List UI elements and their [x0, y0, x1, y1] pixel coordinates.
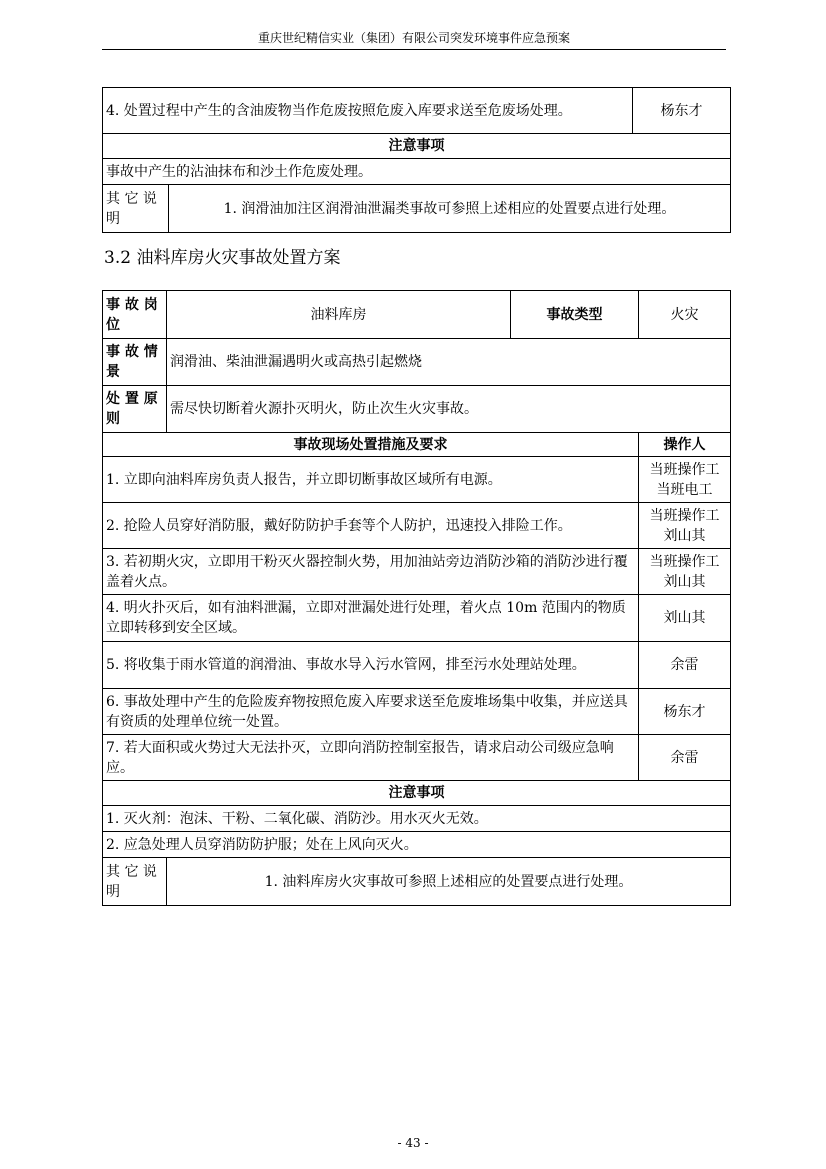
other-label: 其 它 说明 — [103, 858, 167, 906]
post-value: 油料库房 — [167, 291, 511, 339]
other-text: 1. 油料库房火灾事故可参照上述相应的处置要点进行处理。 — [167, 858, 731, 906]
operator-cell: 杨东才 — [633, 88, 731, 134]
other-text: 1. 润滑油加注区润滑油泄漏类事故可参照上述相应的处置要点进行处理。 — [169, 185, 731, 233]
scenario-value: 润滑油、柴油泄漏遇明火或高热引起燃烧 — [167, 339, 731, 386]
oil-warehouse-fire-table — [102, 290, 731, 906]
notes-row: 1. 灭火剂：泡沫、干粉、二氧化碳、消防沙。用水灭火无效。 — [103, 806, 731, 832]
operator-name: 当班操作工 — [649, 507, 720, 524]
operator-name: 当班操作工 — [649, 461, 720, 478]
notes-header: 注意事项 — [103, 781, 731, 806]
measure-row: 2. 抢险人员穿好消防服，戴好防防护手套等个人防护，迅速投入排险工作。 — [103, 503, 639, 549]
type-label: 事故类型 — [511, 291, 639, 339]
operator-cell: 杨东才 — [639, 689, 731, 735]
operator-cell — [639, 549, 731, 595]
operator-cell — [639, 503, 731, 549]
type-value: 火灾 — [639, 291, 731, 339]
header-rule — [102, 49, 726, 50]
measure-row: 6. 事故处理中产生的危险废弃物按照危废入库要求送至危废堆场集中收集，并应送具有资质的处理单位统一处置。 — [103, 689, 639, 735]
page-number: - 43 - — [397, 1136, 429, 1150]
notes-header: 注意事项 — [103, 134, 731, 159]
measure-row: 5. 将收集于雨水管道的润滑油、事故水导入污水管网，排至污水处理站处理。 — [103, 642, 639, 689]
principle-value: 需尽快切断着火源扑灭明火，防止次生火灾事故。 — [167, 386, 731, 433]
principle-label: 处 置 原则 — [103, 386, 167, 433]
operator-cell: 余雷 — [639, 735, 731, 781]
operator-name: 刘山其 — [663, 573, 706, 590]
measure-row: 7. 若大面积或火势过大无法扑灭，立即向消防控制室报告，请求启动公司级应急响应。 — [103, 735, 639, 781]
page-header: 重庆世纪精信实业（集团）有限公司突发环境事件应急预案 — [257, 31, 570, 45]
post-label: 事 故 岗位 — [103, 291, 167, 339]
measure-row-4: 4. 处置过程中产生的含油废物当作危废按照危废入库要求送至危废场处理。 — [103, 88, 633, 134]
measure-row: 3. 若初期火灾，立即用干粉灭火器控制火势，用加油站旁边消防沙箱的消防沙进行覆盖着火点。 — [103, 549, 639, 595]
operator-name: 刘山其 — [663, 527, 706, 544]
section-heading: 3.2 油料库房火灾事故处置方案 — [104, 248, 341, 268]
measure-row: 4. 明火扑灭后，如有油料泄漏，立即对泄漏处进行处理，着火点 10m 范围内的物质立即转移到安全区域。 — [103, 595, 639, 642]
measure-row: 1. 立即向油料库房负责人报告，并立即切断事故区域所有电源。 — [103, 457, 639, 503]
operator-name: 当班操作工 — [649, 553, 720, 570]
scenario-label: 事 故 情景 — [103, 339, 167, 386]
lubricant-incident-table — [102, 87, 731, 233]
measures-header: 事故现场处置措施及要求 — [103, 433, 639, 457]
operator-header: 操作人 — [639, 433, 731, 457]
operator-name: 当班电工 — [656, 481, 713, 498]
operator-cell: 刘山其 — [639, 595, 731, 642]
notes-row: 事故中产生的沾油抹布和沙土作危废处理。 — [103, 159, 731, 185]
operator-cell — [639, 457, 731, 503]
notes-row: 2. 应急处理人员穿消防防护服；处在上风向灭火。 — [103, 832, 731, 858]
operator-cell: 余雷 — [639, 642, 731, 689]
other-label: 其 它 说明 — [103, 185, 169, 233]
